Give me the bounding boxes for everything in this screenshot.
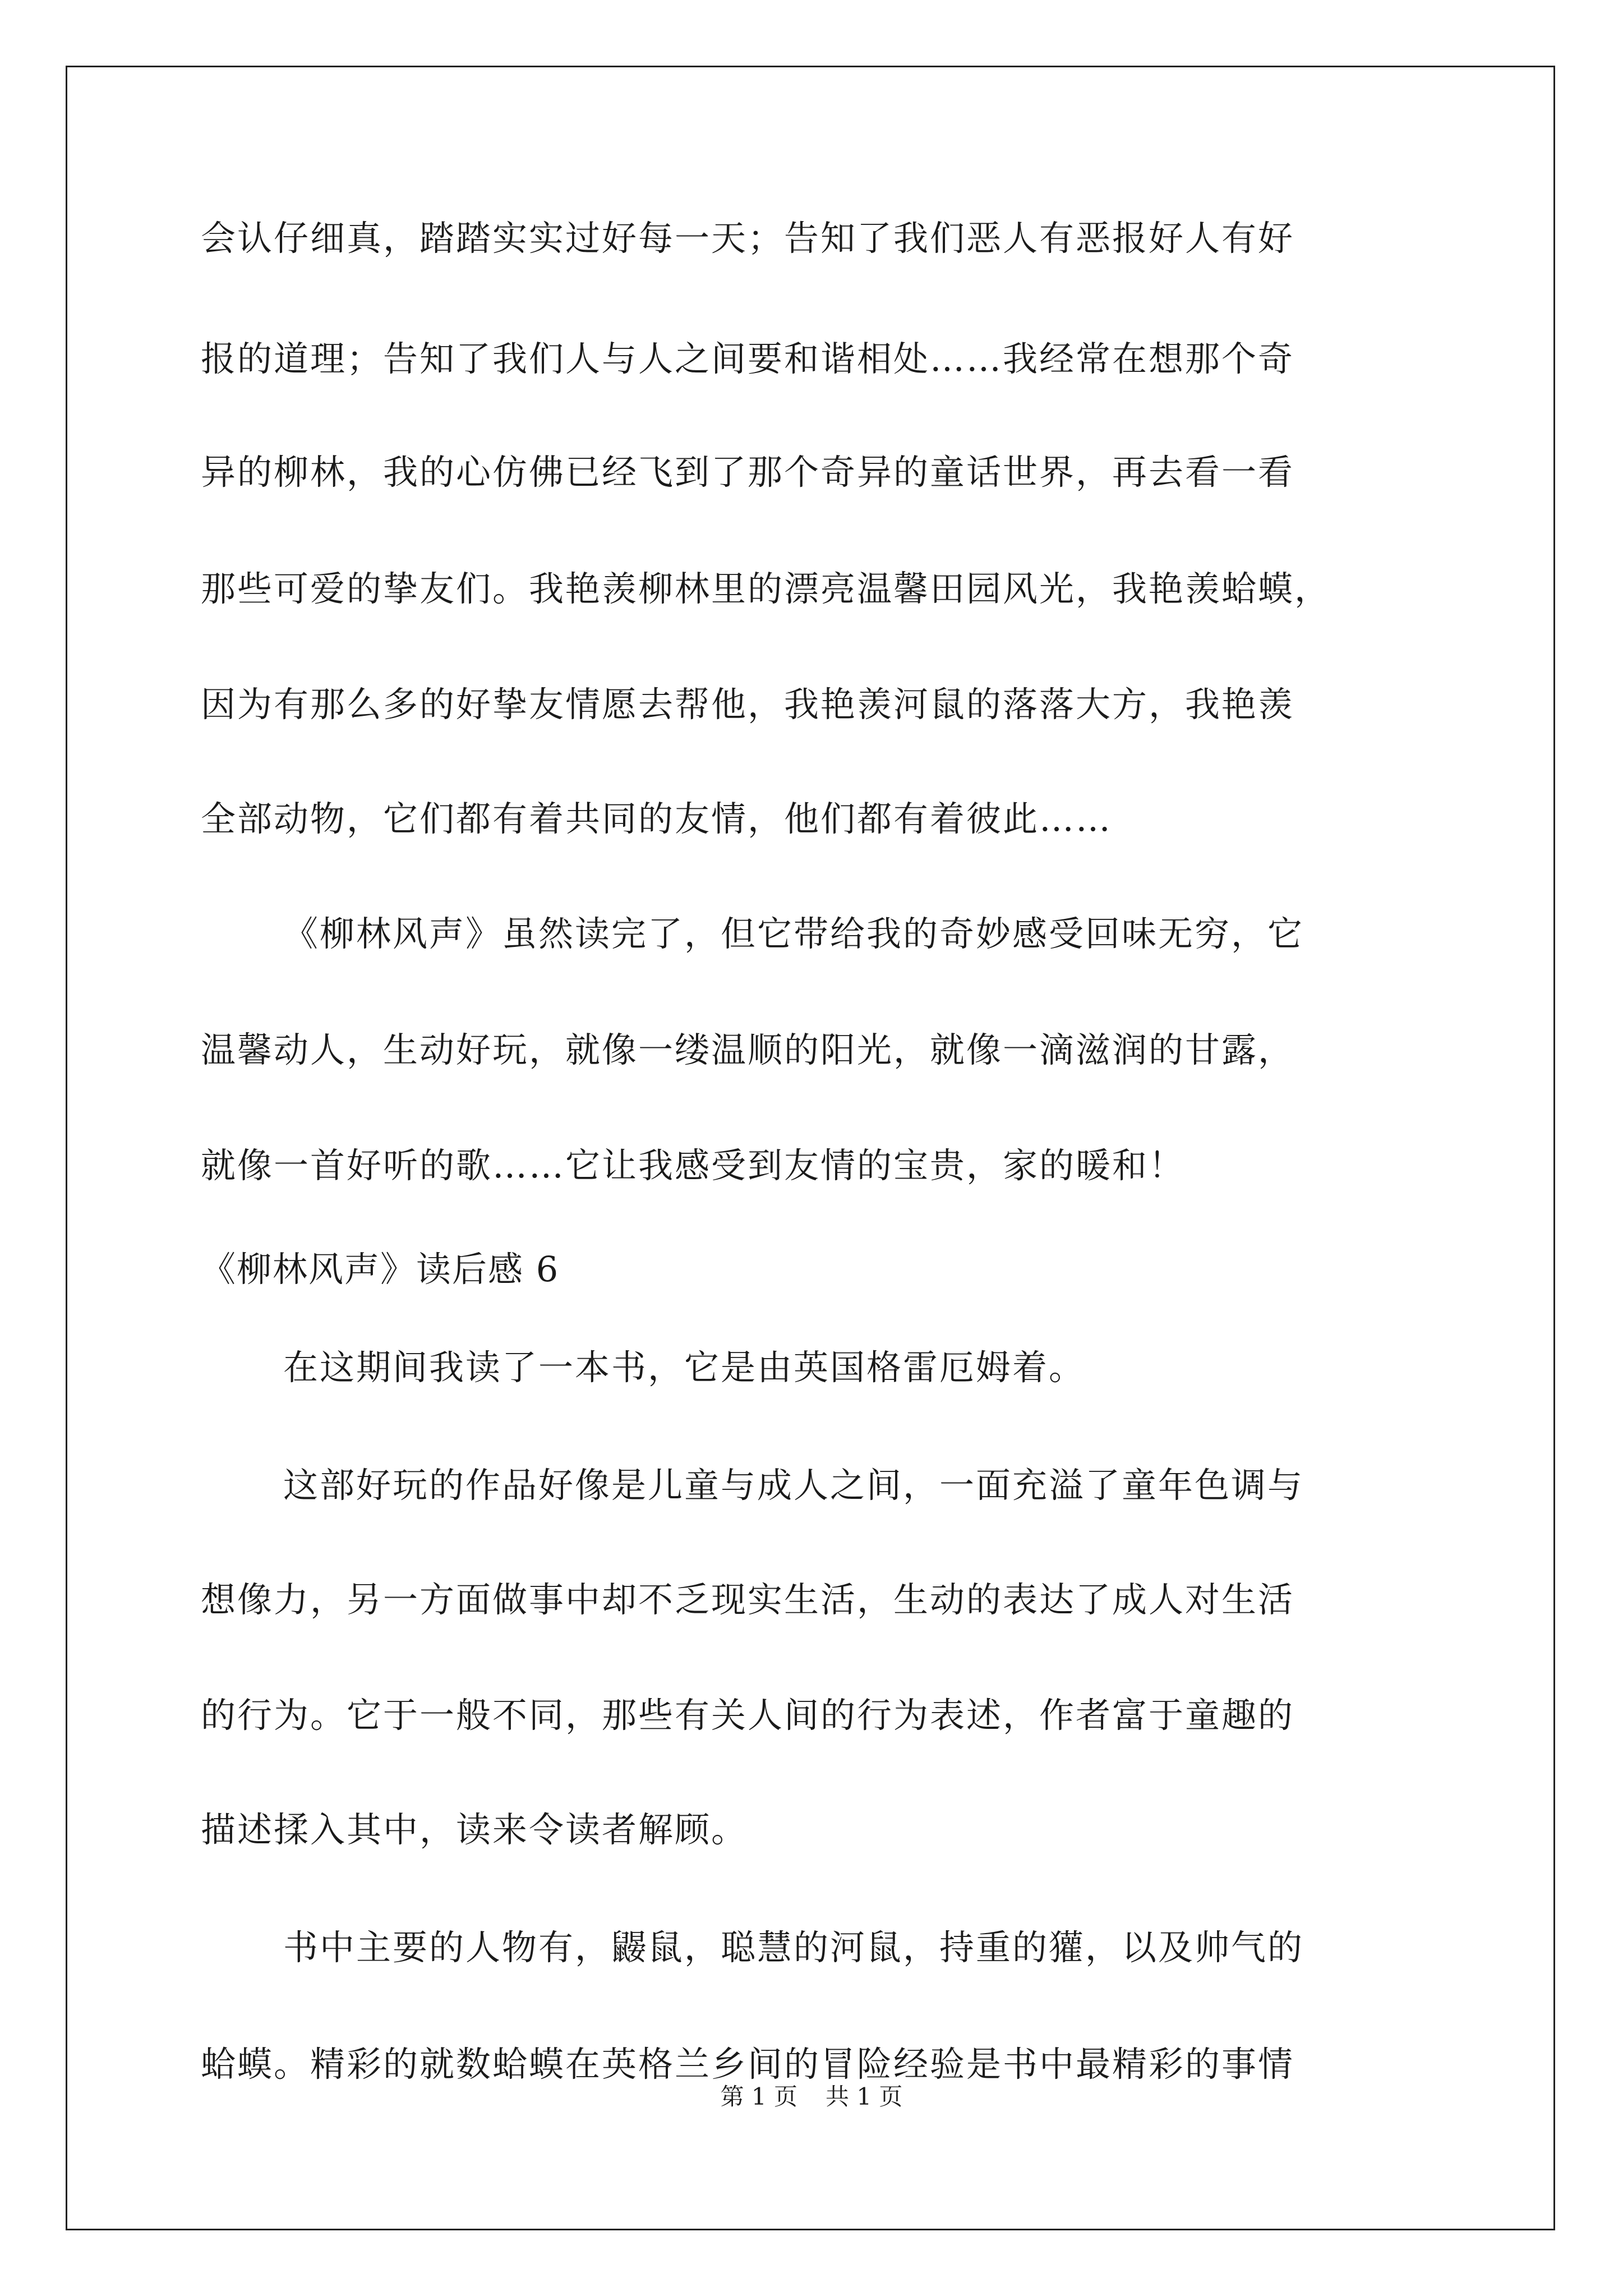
page-footer (0, 2081, 1623, 2113)
text-line: 描述揉入其中，读来令读者解顾。 (201, 1809, 748, 1850)
text-line: 会认仔细真，踏踏实实过好每一天；告知了我们恶人有恶报好人有好 (201, 218, 1295, 259)
text-line: 就像一首好听的歌……它让我感受到友情的宝贵，家的暖和！ (201, 1145, 1186, 1186)
section-heading: 《柳林风声》读后感 6 (201, 1249, 560, 1290)
page-total: 共 1 页 (826, 2083, 903, 2110)
text-line: 全部动物，它们都有着共同的友情，他们都有着彼此…… (201, 798, 1113, 839)
page-number: 第 1 页 (720, 2083, 797, 2110)
text-line: 蛤蟆。精彩的就数蛤蟆在英格兰乡间的冒险经验是书中最精彩的事情 (201, 2044, 1295, 2085)
text-line: 温馨动人，生动好玩，就像一缕温顺的阳光，就像一滴滋润的甘露， (201, 1029, 1295, 1070)
text-line: 《柳林风声》虽然读完了，但它带给我的奇妙感受回味无穷，它 (283, 913, 1304, 954)
text-line: 那些可爱的挚友们。我艳羡柳林里的漂亮温馨田园风光，我艳羡蛤蟆， (201, 568, 1331, 609)
text-line: 这部好玩的作品好像是儿童与成人之间，一面充溢了童年色调与 (283, 1465, 1304, 1506)
text-line: 书中主要的人物有，鼹鼠，聪慧的河鼠，持重的獾，以及帅气的 (283, 1927, 1304, 1968)
text-line: 想像力，另一方面做事中却不乏现实生活，生动的表达了成人对生活 (201, 1579, 1295, 1620)
text-line: 在这期间我读了一本书，它是由英国格雷厄姆着。 (283, 1347, 1086, 1388)
text-line: 报的道理；告知了我们人与人之间要和谐相处……我经常在想那个奇 (201, 338, 1295, 379)
text-line: 的行为。它于一般不同，那些有关人间的行为表述，作者富于童趣的 (201, 1695, 1295, 1736)
text-line: 因为有那么多的好挚友情愿去帮他，我艳羡河鼠的落落大方，我艳羡 (201, 684, 1295, 725)
text-line: 异的柳林，我的心仿佛已经飞到了那个奇异的童话世界，再去看一看 (201, 452, 1295, 493)
